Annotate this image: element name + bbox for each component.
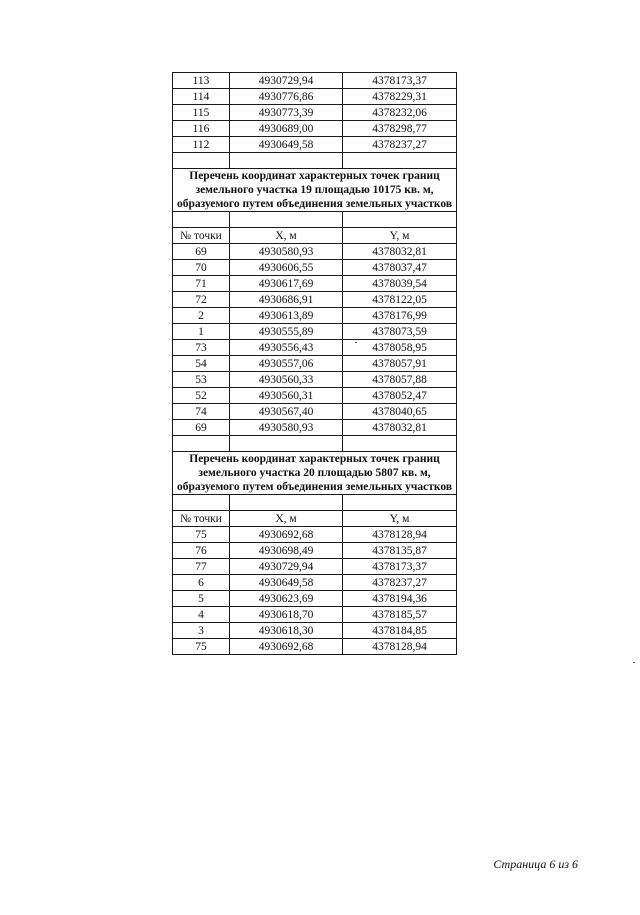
- point-number: 5: [173, 591, 230, 607]
- y-coordinate: 4378128,94: [343, 639, 457, 655]
- empty-cell: [230, 495, 343, 511]
- y-coordinate: 4378052,47: [343, 388, 457, 404]
- table-row: [173, 388, 457, 404]
- x-coordinate: 4930617,69: [230, 276, 343, 292]
- table-row: [173, 639, 457, 655]
- table-row: [173, 559, 457, 575]
- point-number: 114: [173, 89, 230, 105]
- point-number: 54: [173, 356, 230, 372]
- column-header-y: Y, м: [343, 228, 457, 244]
- y-coordinate: 4378037,47: [343, 260, 457, 276]
- point-number: 4: [173, 607, 230, 623]
- column-header-x: X, м: [230, 511, 343, 527]
- x-coordinate: 4930580,93: [230, 420, 343, 436]
- x-coordinate: 4930686,91: [230, 292, 343, 308]
- x-coordinate: 4930618,70: [230, 607, 343, 623]
- page-footer: Страница 6 из 6: [493, 857, 578, 871]
- y-coordinate: 4378185,57: [343, 607, 457, 623]
- table-header-row: [173, 228, 457, 244]
- x-coordinate: 4930649,58: [230, 137, 343, 153]
- y-coordinate: 4378173,37: [343, 559, 457, 575]
- empty-cell: [343, 436, 457, 452]
- table-row: [173, 404, 457, 420]
- empty-cell: [343, 153, 457, 169]
- empty-cell: [230, 436, 343, 452]
- x-coordinate: 4930623,69: [230, 591, 343, 607]
- table-row: [173, 89, 457, 105]
- table-row: [173, 372, 457, 388]
- y-coordinate: 4378040,65: [343, 404, 457, 420]
- scan-speck: [355, 342, 357, 343]
- y-coordinate: 4378039,54: [343, 276, 457, 292]
- y-coordinate: 4378173,37: [343, 73, 457, 89]
- table-row: [173, 292, 457, 308]
- table-row: [173, 575, 457, 591]
- empty-cell: [343, 212, 457, 228]
- empty-cell: [173, 436, 230, 452]
- y-coordinate: 4378232,06: [343, 105, 457, 121]
- table-row: [173, 121, 457, 137]
- table-row: [173, 607, 457, 623]
- x-coordinate: 4930692,68: [230, 527, 343, 543]
- x-coordinate: 4930729,94: [230, 559, 343, 575]
- x-coordinate: 4930555,89: [230, 324, 343, 340]
- y-coordinate: 4378135,87: [343, 543, 457, 559]
- empty-cell: [173, 153, 230, 169]
- empty-row: [173, 495, 457, 511]
- x-coordinate: 4930606,55: [230, 260, 343, 276]
- column-header-point: № точки: [173, 228, 230, 244]
- point-number: 116: [173, 121, 230, 137]
- point-number: 74: [173, 404, 230, 420]
- y-coordinate: 4378032,81: [343, 420, 457, 436]
- empty-cell: [230, 153, 343, 169]
- x-coordinate: 4930560,31: [230, 388, 343, 404]
- x-coordinate: 4930689,00: [230, 121, 343, 137]
- y-coordinate: 4378122,05: [343, 292, 457, 308]
- point-number: 115: [173, 105, 230, 121]
- table-header-row: [173, 511, 457, 527]
- point-number: 71: [173, 276, 230, 292]
- empty-cell: [173, 495, 230, 511]
- x-coordinate: 4930613,89: [230, 308, 343, 324]
- section-caption-row: [173, 452, 457, 495]
- point-number: 53: [173, 372, 230, 388]
- y-coordinate: 4378298,77: [343, 121, 457, 137]
- table-row: [173, 324, 457, 340]
- x-coordinate: 4930649,58: [230, 575, 343, 591]
- column-header-x: X, м: [230, 228, 343, 244]
- empty-cell: [173, 212, 230, 228]
- section-caption-plot-19: Перечень координат характерных точек границ земельного участка 19 площадью 10175 кв. м, образуемого путем объединения земельных участков: [173, 169, 457, 212]
- point-number: 113: [173, 73, 230, 89]
- table-row: [173, 276, 457, 292]
- table-row: [173, 308, 457, 324]
- x-coordinate: 4930618,30: [230, 623, 343, 639]
- point-number: 52: [173, 388, 230, 404]
- table-row: [173, 137, 457, 153]
- point-number: 69: [173, 244, 230, 260]
- table-row: [173, 527, 457, 543]
- y-coordinate: 4378057,88: [343, 372, 457, 388]
- x-coordinate: 4930729,94: [230, 73, 343, 89]
- x-coordinate: 4930698,49: [230, 543, 343, 559]
- y-coordinate: 4378073,59: [343, 324, 457, 340]
- y-coordinate: 4378194,36: [343, 591, 457, 607]
- column-header-y: Y, м: [343, 511, 457, 527]
- x-coordinate: 4930567,40: [230, 404, 343, 420]
- point-number: 77: [173, 559, 230, 575]
- column-header-point: № точки: [173, 511, 230, 527]
- y-coordinate: 4378237,27: [343, 137, 457, 153]
- table-row: [173, 73, 457, 89]
- y-coordinate: 4378237,27: [343, 575, 457, 591]
- point-number: 3: [173, 623, 230, 639]
- x-coordinate: 4930560,33: [230, 372, 343, 388]
- x-coordinate: 4930556,43: [230, 340, 343, 356]
- table-row: [173, 591, 457, 607]
- point-number: 1: [173, 324, 230, 340]
- x-coordinate: 4930773,39: [230, 105, 343, 121]
- table-row: [173, 543, 457, 559]
- table-row: [173, 420, 457, 436]
- x-coordinate: 4930580,93: [230, 244, 343, 260]
- scan-speck: [633, 662, 635, 663]
- point-number: 112: [173, 137, 230, 153]
- table-row: [173, 244, 457, 260]
- empty-cell: [230, 212, 343, 228]
- table-row: [173, 356, 457, 372]
- x-coordinate: 4930557,06: [230, 356, 343, 372]
- y-coordinate: 4378176,99: [343, 308, 457, 324]
- coordinates-table: [172, 72, 457, 655]
- y-coordinate: 4378229,31: [343, 89, 457, 105]
- point-number: 69: [173, 420, 230, 436]
- point-number: 76: [173, 543, 230, 559]
- section-caption-plot-20: Перечень координат характерных точек границ земельного участка 20 площадью 5807 кв. м, образуемого путем объединения земельных участков: [173, 452, 457, 495]
- y-coordinate: 4378128,94: [343, 527, 457, 543]
- point-number: 70: [173, 260, 230, 276]
- x-coordinate: 4930692,68: [230, 639, 343, 655]
- y-coordinate: 4378184,85: [343, 623, 457, 639]
- point-number: 75: [173, 527, 230, 543]
- empty-row: [173, 436, 457, 452]
- point-number: 72: [173, 292, 230, 308]
- point-number: 73: [173, 340, 230, 356]
- point-number: 6: [173, 575, 230, 591]
- table-row: [173, 105, 457, 121]
- y-coordinate: 4378057,91: [343, 356, 457, 372]
- y-coordinate: 4378058,95: [343, 340, 457, 356]
- table-row: [173, 260, 457, 276]
- empty-row: [173, 153, 457, 169]
- empty-row: [173, 212, 457, 228]
- y-coordinate: 4378032,81: [343, 244, 457, 260]
- empty-cell: [343, 495, 457, 511]
- table-row: [173, 340, 457, 356]
- point-number: 2: [173, 308, 230, 324]
- point-number: 75: [173, 639, 230, 655]
- x-coordinate: 4930776,86: [230, 89, 343, 105]
- section-caption-row: [173, 169, 457, 212]
- table-row: [173, 623, 457, 639]
